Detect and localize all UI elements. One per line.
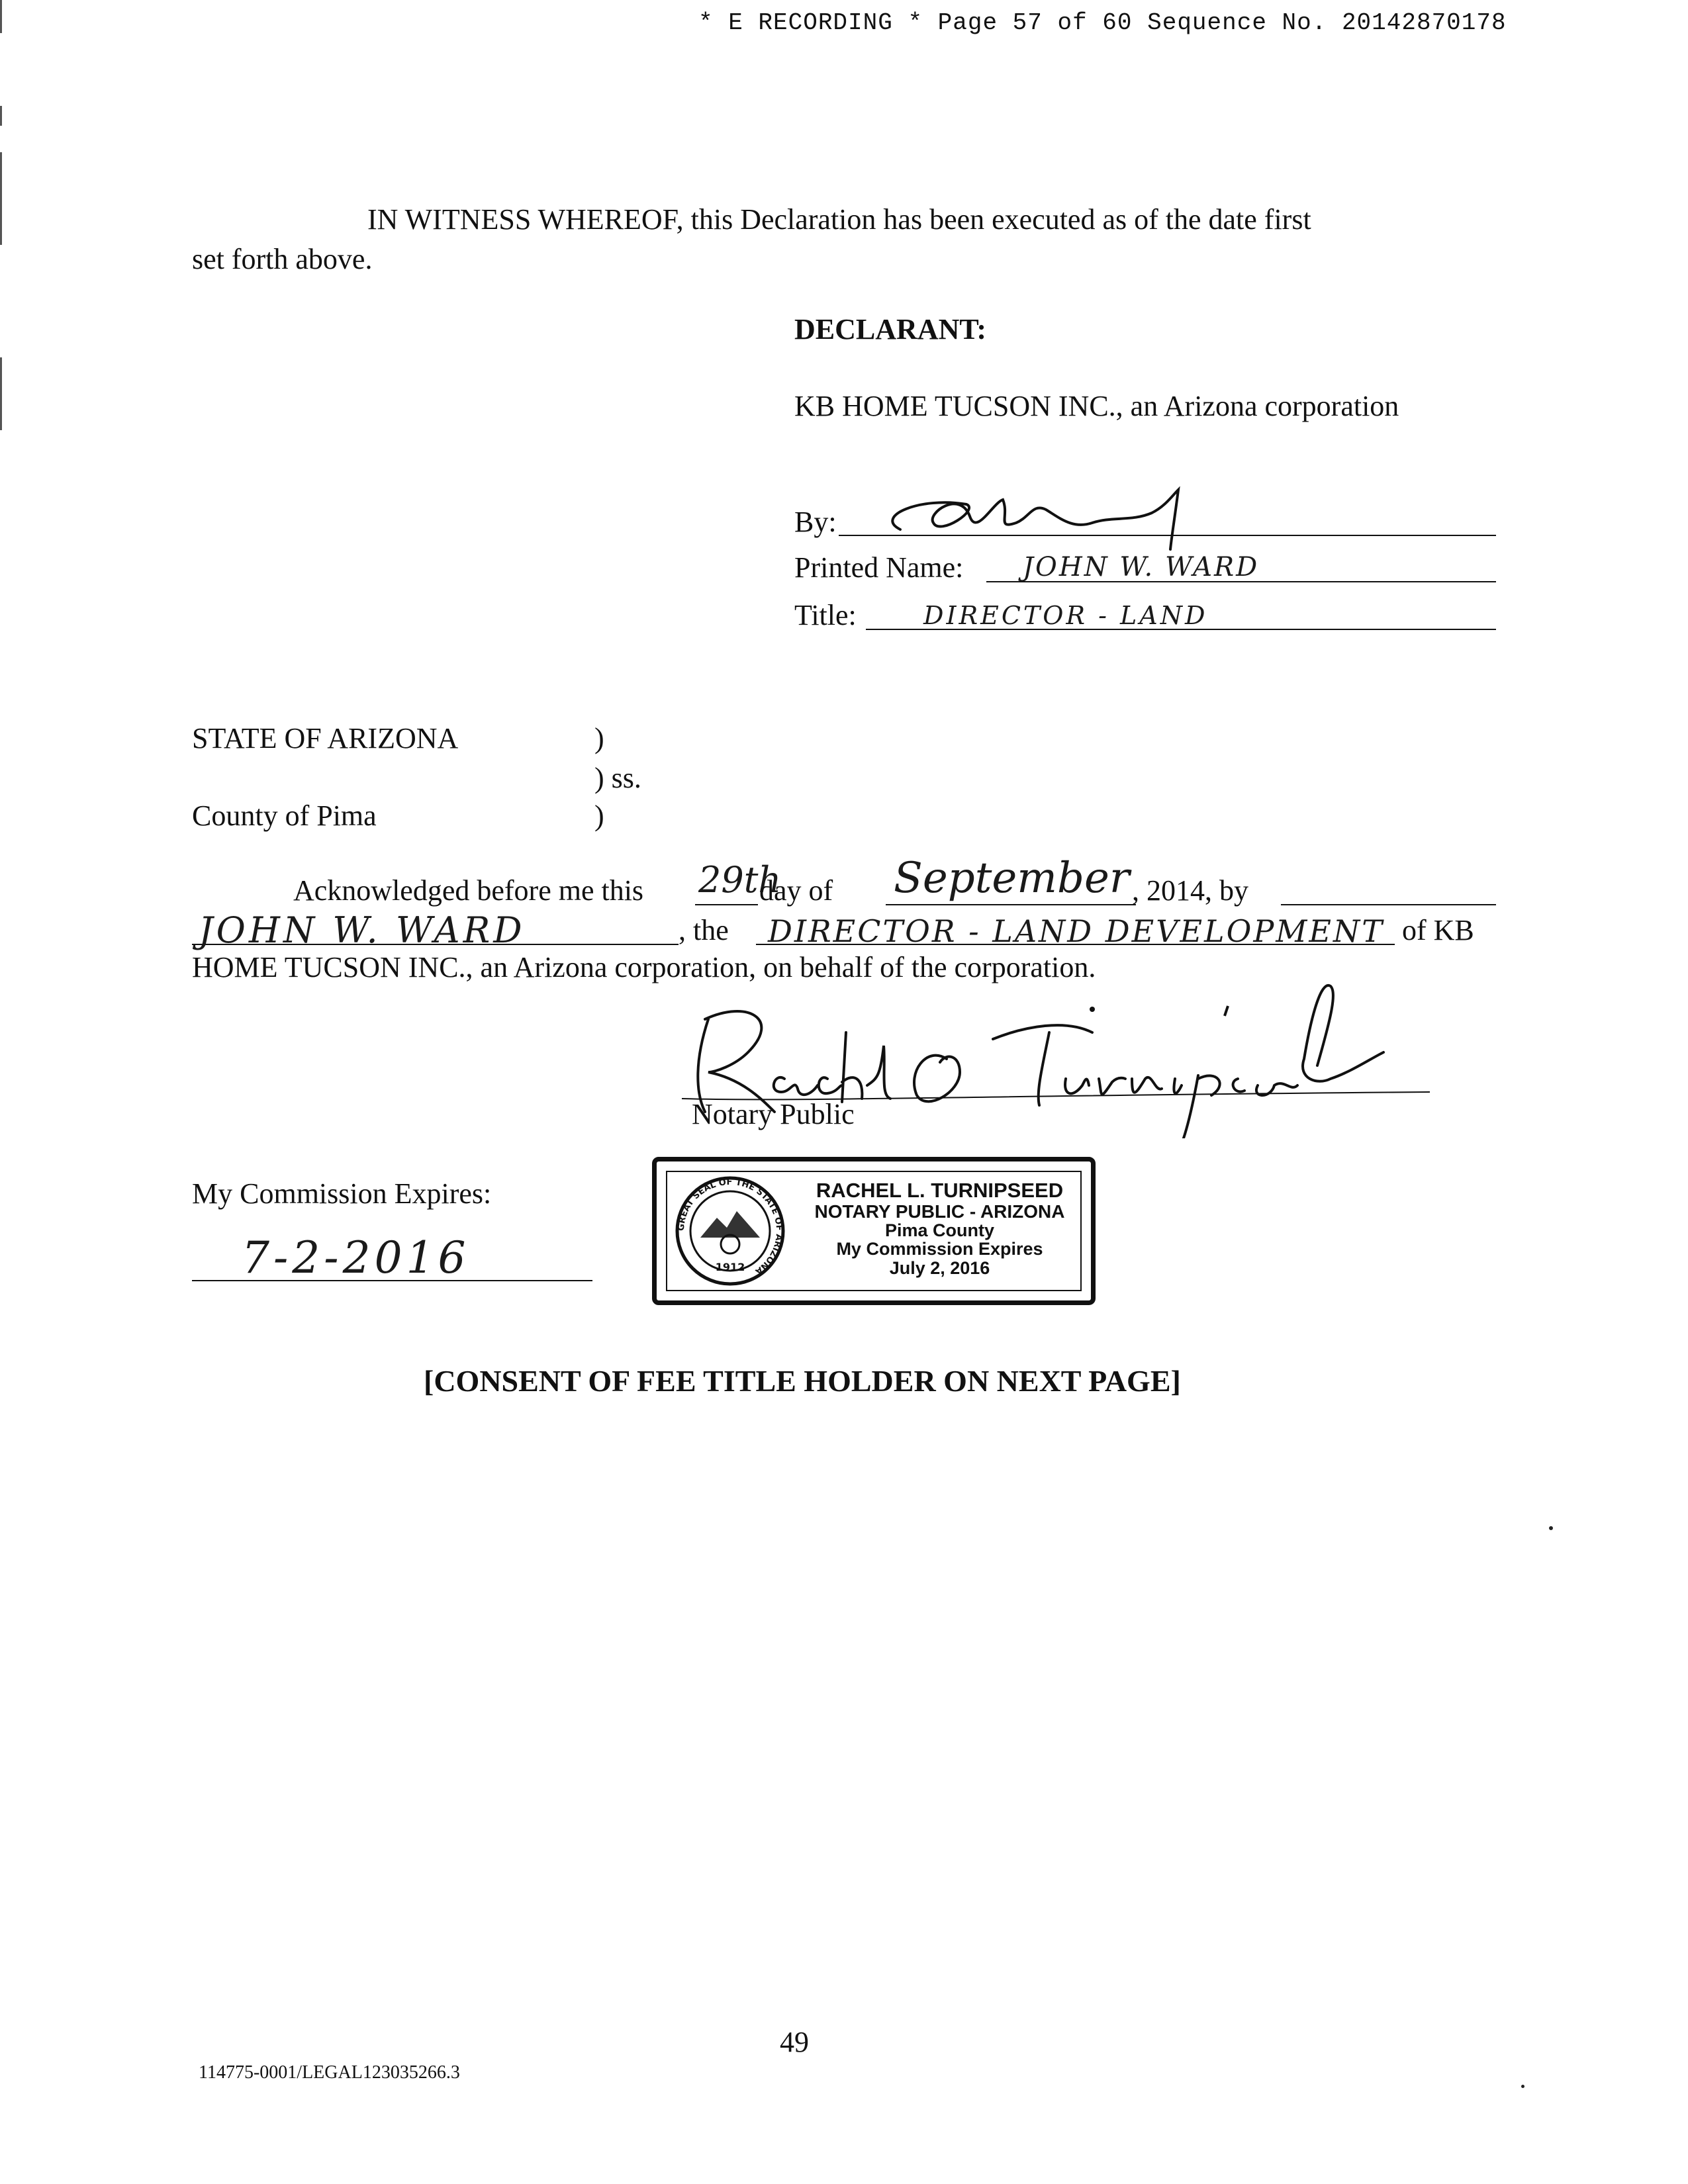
- title-value: DIRECTOR - LAND: [923, 601, 1208, 630]
- doc-id: 114775-0001/LEGAL123035266.3: [199, 2062, 460, 2083]
- venue-paren-3: ): [594, 799, 604, 832]
- scan-mark: [0, 357, 2, 430]
- declarant-entity: KB HOME TUCSON INC., an Arizona corporation: [794, 390, 1399, 422]
- consent-note: [CONSENT OF FEE TITLE HOLDER ON NEXT PAGE]: [424, 1364, 1181, 1398]
- page-number: 49: [780, 2026, 809, 2058]
- declarant-signature: [861, 477, 1258, 556]
- printed-name-value: JOHN W. WARD: [1023, 552, 1260, 582]
- scan-mark: [0, 106, 2, 126]
- notary-public-label: Notary Public: [692, 1098, 855, 1130]
- venue-paren-1: ): [594, 722, 604, 754]
- arizona-seal-icon: [674, 1175, 786, 1287]
- ack-month-line: [886, 904, 1136, 905]
- ack-line-3: HOME TUCSON INC., an Arizona corporation, on behalf of the corporation.: [192, 951, 1096, 983]
- stamp-county: Pima County: [884, 1220, 995, 1240]
- ack-of-kb: of KB: [1402, 914, 1474, 946]
- scan-mark: [0, 152, 2, 245]
- ack-role-value: DIRECTOR - LAND DEVELOPMENT: [768, 913, 1384, 949]
- ack-day-value: 29th: [698, 859, 782, 901]
- seal-ring-text: GREAT SEAL OF THE STATE OF ARIZONA: [676, 1177, 784, 1277]
- stamp-expires-date: July 2, 2016: [889, 1257, 990, 1278]
- witness-line-1: IN WITNESS WHEREOF, this Declaration has been executed as of the date first: [367, 203, 1311, 236]
- scan-speck: [1521, 2085, 1524, 2088]
- recording-header: * E RECORDING * Page 57 of 60 Sequence No. 20142870178: [698, 9, 1507, 36]
- state-label: STATE OF ARIZONA: [192, 722, 459, 754]
- declarant-heading: DECLARANT:: [794, 313, 987, 345]
- ack-by-line: [1281, 904, 1496, 905]
- county-label: County of Pima: [192, 799, 377, 832]
- ack-name-value: JOHN W. WARD: [199, 909, 526, 951]
- ack-month-value: September: [894, 854, 1130, 903]
- commission-value: 7-2-2016: [242, 1232, 470, 1283]
- witness-line-2: set forth above.: [192, 243, 373, 275]
- stamp-expires-label: My Commission Expires: [836, 1239, 1043, 1259]
- notary-stamp: [652, 1157, 1096, 1305]
- scan-speck: [1549, 1526, 1553, 1530]
- ack-day-line: [695, 904, 758, 905]
- commission-label: My Commission Expires:: [192, 1177, 492, 1210]
- by-label: By:: [794, 506, 837, 538]
- stamp-notary-title: NOTARY PUBLIC - ARIZONA: [814, 1201, 1065, 1222]
- scan-mark: [0, 0, 2, 33]
- ack-day-of: day of: [759, 874, 833, 907]
- seal-year: 1912: [715, 1261, 745, 1273]
- printed-name-label: Printed Name:: [794, 551, 964, 584]
- ack-year: , 2014, by: [1132, 874, 1248, 907]
- venue-ss: ) ss.: [594, 762, 641, 794]
- stamp-notary-name: RACHEL L. TURNIPSEED: [816, 1179, 1064, 1202]
- ack-the: , the: [679, 914, 729, 946]
- ack-prefix: Acknowledged before me this: [293, 874, 644, 907]
- scan-edge: [0, 0, 3, 2184]
- stamp-text-block: [799, 1180, 1080, 1277]
- title-label: Title:: [794, 599, 857, 631]
